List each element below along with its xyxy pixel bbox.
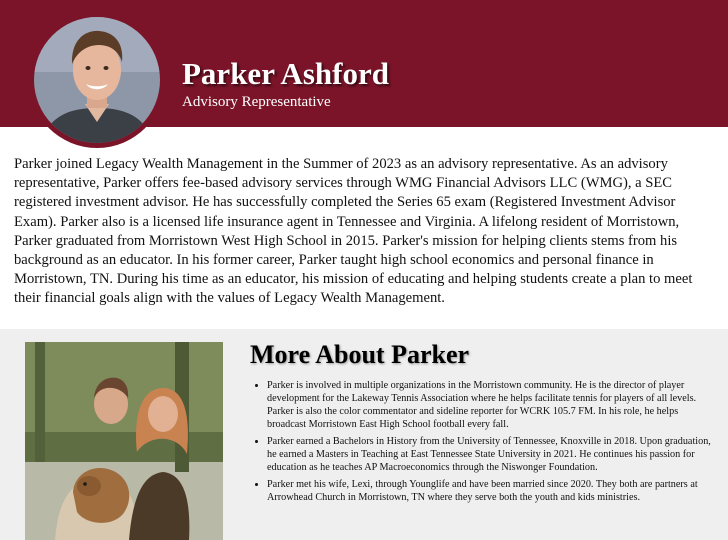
list-item: • Parker earned a Bachelors in History from the University of Tennessee, Knoxville in 2018. Upon graduation, he earned a Masters in Teaching at East Tennessee State University in 2021. He continues his passion for education as he teaches AP Macroeconomics through the Niswonger Foundation. bbox=[267, 435, 715, 474]
family-photo bbox=[25, 342, 223, 540]
more-about-list bbox=[255, 379, 715, 508]
more-about-heading: More About Parker bbox=[250, 340, 470, 369]
more-about-section bbox=[0, 329, 728, 540]
list-item: • Parker met his wife, Lexi, through Younglife and have been married since 2020. They both are partners at Arrowhead Church in Morristown, TN where they serve both the youth and kids ministries. bbox=[267, 478, 715, 504]
list-item: • Parker is involved in multiple organizations in the Morristown community. He is the director of player development for the Lakeway Tennis Association where he helps facilitate tennis for players of all levels. Parker is also the color commentator and sideline reporter for WCRK 105.7 FM. In his role, he helps broadcast Morristown East High School football every fall. bbox=[267, 379, 715, 431]
profile-header bbox=[0, 0, 728, 127]
bio-text: Parker joined Legacy Wealth Management in the Summer of 2023 as an advisory representative. As an advisory representative, Parker offers fee-based advisory services through WMG Financial Advisors LLC (WMG), a SEC registered investment advisor. He has successfully completed the Series 65 exam (Registered Investment Advisor Exam). Parker also is a licensed life insurance agent in Tennessee and Virginia. A lifelong resident of Morristown, Parker graduated from Morristown West High School in 2015. Parker's mission for helping clients stems from his background as an educator. In his former career, Parker taught high school economics and personal finance in Morristown, TN. During his time as an educator, his mission of educating and helping students create a plan to meet their financial goals align with the values of Legacy Wealth Management. bbox=[14, 156, 693, 307]
profile-title: Advisory Representative bbox=[182, 94, 331, 110]
couple-with-dog-image bbox=[25, 342, 223, 540]
profile-name: Parker Ashford bbox=[182, 56, 389, 91]
headshot-image bbox=[29, 12, 165, 148]
profile-avatar bbox=[29, 12, 165, 148]
